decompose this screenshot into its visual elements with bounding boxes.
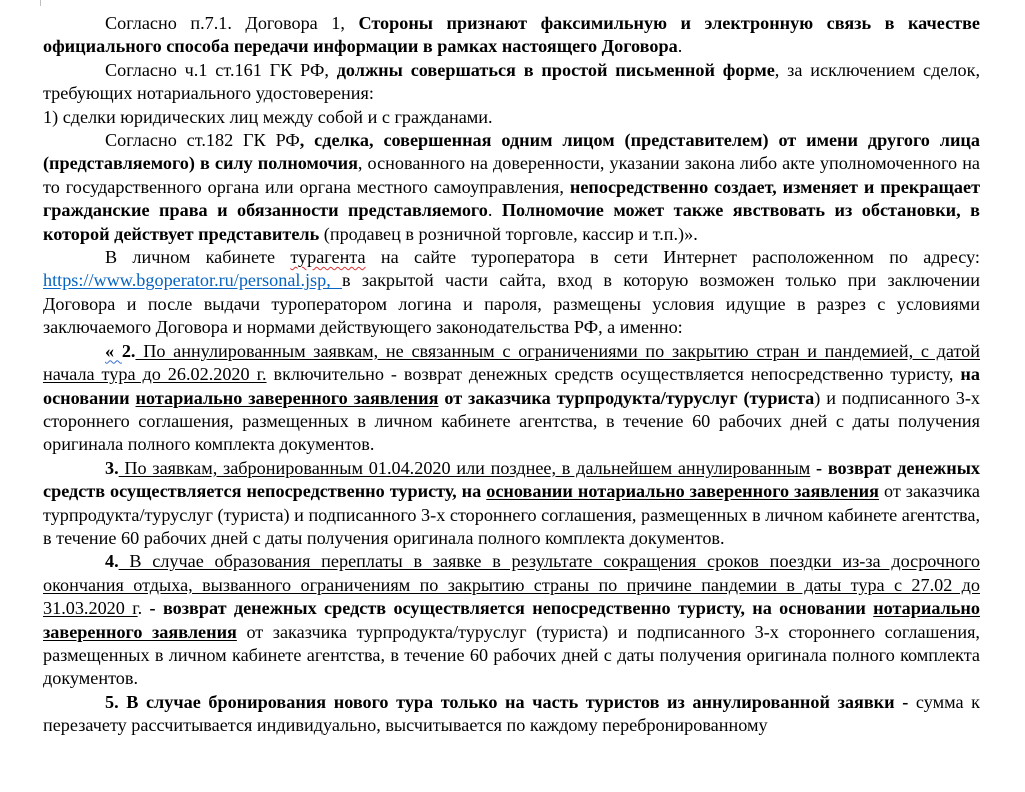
paragraph-clause-4: 4. В случае образования переплаты в заявке в результате сокращения сроков поездки из-за досрочного окончания отдыха, вызванного ограничениям по закрытию страны по причине пандемии в даты тура с 27.02 до 31.03.2020 г. - возврат денежных средств осуществляется непосредственно туристу, на основании нотариально заверенного заявления от заказчика турпродукта/туруслуг (туриста) и подписанного 3-х стороннего соглашения, размещенных в личном кабинете агентства, в течение 60 рабочих дней с даты получения оригинала полного комплекта документов. — [43, 551, 980, 689]
document-page — [43, 12, 980, 738]
clause-number: 3. — [105, 457, 119, 478]
spellcheck-word: турагента — [290, 247, 366, 268]
quote-mark: « — [105, 340, 122, 361]
clause-number: 2. — [121, 340, 136, 361]
paragraph-personal-cabinet: В личном кабинете турагента на сайте туроператора в сети Интернет расположенном по адресу: https://www.bgoperator.ru/personal.jsp, в закрытой части сайта, вход в которую возможен только при заключении Договора и после выдачи туроператором логина и пароля, размещены условия идущие в разрез с условиями заключаемого Договора и нормами действующего законодательства РФ, а именно: — [43, 247, 980, 338]
clause-number: 4. — [105, 551, 119, 572]
operator-personal-link[interactable]: https://www.bgoperator.ru/personal.jsp, — [43, 270, 342, 291]
paragraph-fax-clause: Согласно п.7.1. Договора 1, Стороны признают факсимильную и электронную связь в качестве официального способа передачи информации в рамках настоящего Договора. — [43, 13, 980, 57]
paragraph-article-182: Согласно ст.182 ГК РФ, сделка, совершенная одним лицом (представителем) от имени другого лица (представляемого) в силу полномочия, основанного на доверенности, указании закона либо акте уполномоченного на то государственного органа или органа местного самоуправления, непосредственно создает, изменяет и прекращает гражданские права и обязанности представляемого. Полномочие может также явствовать из обстановки, в которой действует представитель (продавец в розничной торговле, кассир и т.п.)». — [43, 130, 981, 244]
paragraph-article-161: Согласно ч.1 ст.161 ГК РФ, должны совершаться в простой письменной форме, за исключением сделок, требующих нотариального удостоверения: — [43, 59, 980, 104]
paragraph-clause-3: 3. По заявкам, забронированным 01.04.2020 или позднее, в дальнейшем аннулированным - возврат денежных средств осуществляется непосредственно туристу, на основании нотариально заверенного заявления от заказчика турпродукта/туруслуг (туриста) и подписанного 3-х стороннего соглашения, размещенных в личном кабинете агентства, в течение 60 рабочих дней с даты получения оригинала полного комплекта документов. — [43, 457, 980, 548]
paragraph-clause-2: « 2. По аннулированным заявкам, не связанным с ограничениями по закрытию стран и пандемией, с датой начала тура до 26.02.2020 г. включительно - возврат денежных средств осуществляется непосредственно туристу, на основании нотариально заверенного заявления от заказчика турпродукта/туруслуг (туриста) и подписанного 3-х стороннего соглашения, размещенных в личном кабинете агентства, в течение 60 рабочих дней с даты получения оригинала полного комплекта документов. — [43, 340, 981, 455]
paragraph-clause-5: 5. В случае бронирования нового тура только на часть туристов из аннулированной заявки - сумма к перезачету рассчитывается индивидуально, высчитывается по каждому перебронированному — [43, 691, 980, 736]
paragraph-list-item-1: 1) сделки юридических лиц между собой и с гражданами. — [43, 106, 493, 127]
text-cursor-mark — [40, 0, 41, 6]
